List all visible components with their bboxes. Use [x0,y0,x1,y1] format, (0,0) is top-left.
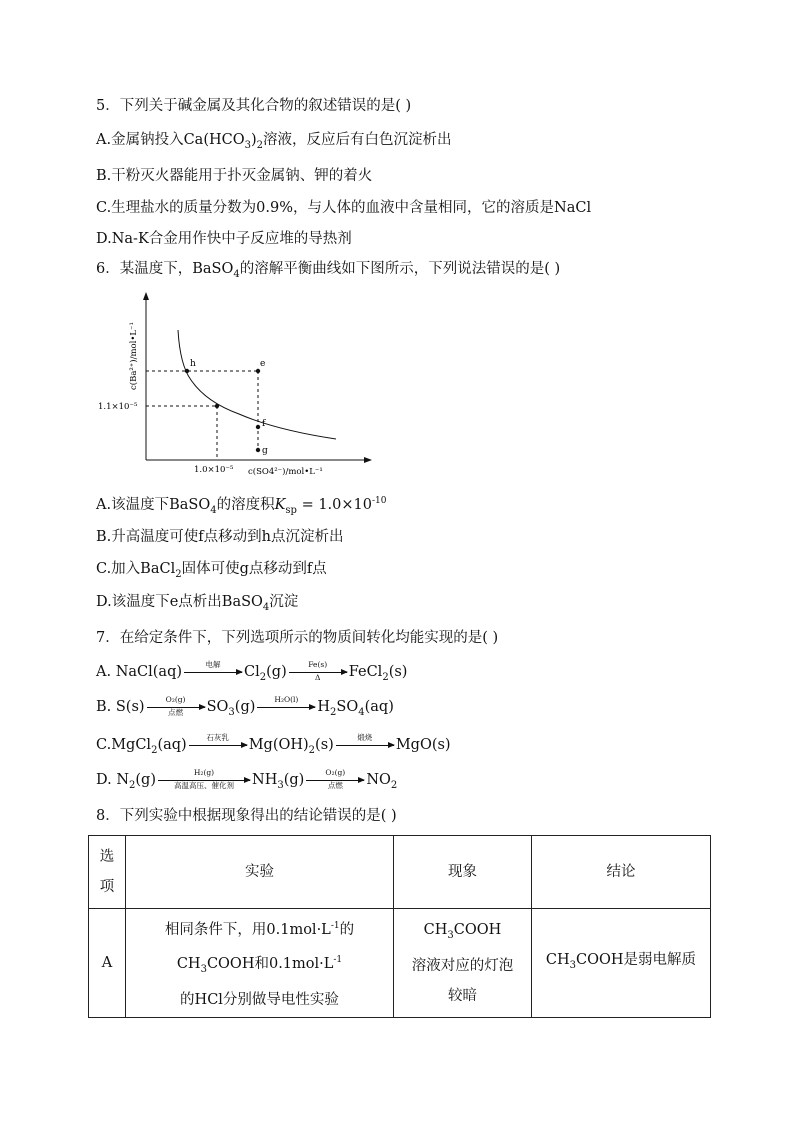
row-experiment: 相同条件下，用$0.1mol\cdot L^{-1}$的 $CH_3COOH$和$0.1mol\cdot L^{-1}$ 的HCl分别做导电性实验 [126,909,394,1018]
q6-option-c: C.加入BaCl$_2$固体可使g点移动到f点 [96,561,327,580]
table-header-row [89,836,711,909]
y-tick-label: 1.1×10⁻⁵ [98,402,138,412]
solubility-curve-chart [96,290,386,480]
header-phenomenon: 现象 [394,836,532,909]
label-e: e [260,359,266,369]
q5-option-d: D.Na-K合金用作快中子反应堆的导热剂 [96,231,352,247]
q6-stem: 6．某温度下，BaSO$_4$的溶解平衡曲线如下图所示，下列说法错误的是( ) [96,261,561,280]
q7-stem: 7．在给定条件下，下列选项所示的物质间转化均能实现的是( ) [96,630,499,646]
header-conclusion: 结论 [532,836,711,909]
header-option: 选 项 [89,836,126,909]
y-axis-arrow [143,292,149,300]
q5-option-a: A.金属钠投入$Ca(HCO_3)_2$溶液，反应后有白色沉淀析出 [96,132,452,151]
point-mid [215,404,219,408]
row-phenomenon: $CH_3COOH$ 溶液对应的灯泡 较暗 [394,909,532,1018]
q6-option-a: A.该温度下BaSO$_4$的溶度积$K_{sp} = 1.0\times 10^{-10}$ [96,496,387,516]
point-e [256,369,260,373]
point-h [185,369,189,373]
label-h: h [190,359,196,369]
label-f: f [262,419,266,429]
label-g: g [262,446,268,456]
q7-option-a: A. NaCl(aq) 电解 $Cl_2(g)$ $\frac{Fe(s)}{\Delta}$ FeCl$_2$(s) [96,660,408,683]
header-experiment: 实验 [126,836,394,909]
equilibrium-curve [178,330,336,439]
x-axis-arrow [364,457,372,463]
q8-table [88,835,711,1018]
point-g [256,448,260,452]
q5-stem: 5．下列关于碱金属及其化合物的叙述错误的是( ) [96,98,412,114]
q5-option-c: C.生理盐水的质量分数为0.9%，与人体的血液中含量相同，它的溶质是NaCl [96,200,592,216]
q5-option-b: B.干粉灭火器能用于扑灭金属钠、钾的着火 [96,168,373,184]
table-row [89,909,711,1018]
point-f [256,425,260,429]
q7-option-b: B. S(s) O₂(g) 点燃 $SO_3(g)$ H₂O(l) $H_2SO_4(aq)$ [96,695,394,718]
q6-option-d: D.该温度下e点析出BaSO$_4$沉淀 [96,594,299,613]
x-axis-label: c(SO4²⁻)/mol•L⁻¹ [248,467,323,477]
x-tick-label: 1.0×10⁻⁵ [194,465,234,475]
y-axis-label: c(Ba²⁺)/mol•L⁻¹ [129,322,139,390]
row-conclusion: $CH_3COOH$是弱电解质 [532,909,711,1018]
q7-option-d: D. $N_2(g)$ H₂(g) 高温高压、催化剂 $NH_3(g)$ O₂(g) 点燃 $NO_2$ [96,768,398,791]
q8-stem: 8．下列实验中根据现象得出的结论错误的是( ) [96,808,397,824]
row-option: A [89,909,126,1018]
q7-option-c: C.MgCl$_2$(aq) 石灰乳 $Mg(OH)_2(s)$ 煅烧 MgO(s) [96,733,451,756]
q6-option-b: B.升高温度可使f点移动到h点沉淀析出 [96,529,344,545]
